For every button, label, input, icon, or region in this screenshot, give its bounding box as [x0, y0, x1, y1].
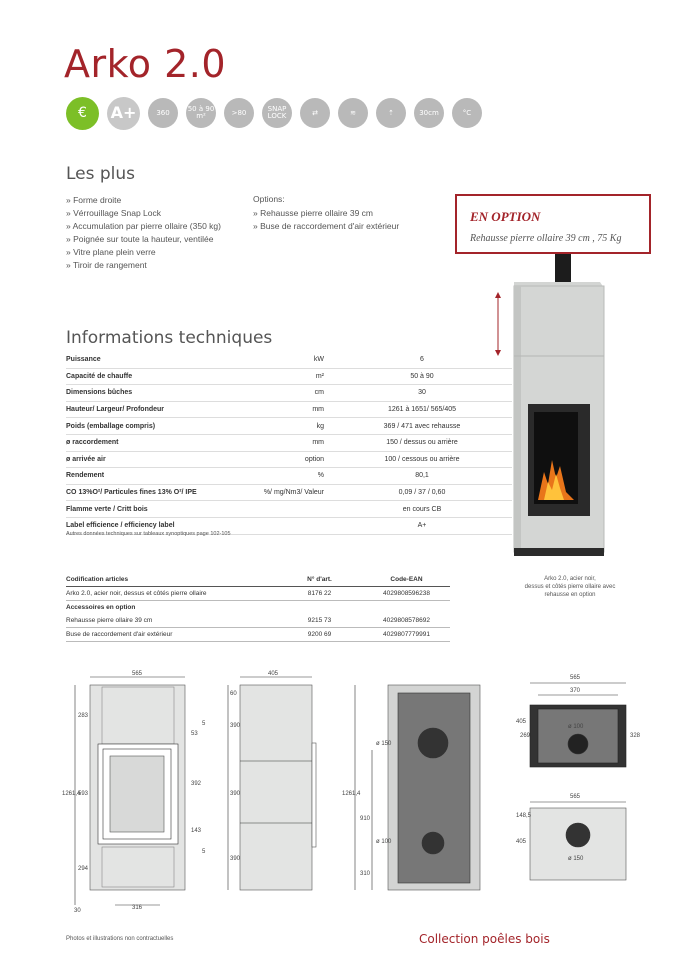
- dim-label: 593: [78, 791, 89, 797]
- codes-art: 9215 73: [276, 614, 363, 628]
- spec-unit: [244, 501, 332, 518]
- dim-label: 310: [360, 871, 371, 877]
- feature-item: » Accumulation par pierre ollaire (350 kg): [66, 220, 221, 233]
- wood-logs-icon: 30cm: [414, 98, 444, 128]
- spec-label: ø raccordement: [66, 434, 244, 451]
- dim-label: 53: [191, 731, 198, 737]
- dim-label: 565: [570, 794, 581, 800]
- spec-row: [66, 418, 512, 435]
- soapstone-icon: °C: [452, 98, 482, 128]
- codes-ean: 4029807779991: [363, 628, 450, 642]
- spec-unit: mm: [244, 401, 332, 418]
- eco-euro-icon: €: [66, 97, 99, 130]
- codes-header-cell: Codification articles: [66, 573, 276, 587]
- surface-area-icon: 50 à 90 m²: [186, 98, 216, 128]
- footer-collection: Collection poêles bois: [419, 932, 550, 946]
- options-list: [253, 207, 399, 233]
- codes-name: Arko 2.0, acier noir, dessus et côtés pierre ollaire: [66, 587, 276, 601]
- dim-label: 390: [230, 723, 241, 729]
- spec-row: [66, 451, 512, 468]
- spec-unit: m²: [244, 368, 332, 385]
- dim-label: 565: [570, 675, 581, 681]
- dim-label: 405: [516, 719, 527, 725]
- spec-unit: %/ mg/Nm3/ Valeur: [244, 484, 332, 501]
- spec-row: [66, 434, 512, 451]
- caption-line: rehausse en option: [544, 592, 596, 598]
- spec-label: Capacité de chauffe: [66, 368, 244, 385]
- spec-unit: mm: [244, 434, 332, 451]
- feature-item: » Tiroir de rangement: [66, 259, 221, 272]
- dim-label: 1261,4: [342, 791, 361, 797]
- spec-label: Flamme verte / Critt bois: [66, 501, 244, 518]
- feature-item: » Vérrouillage Snap Lock: [66, 207, 221, 220]
- dim-label: 392: [191, 781, 202, 787]
- codes-row: [66, 614, 450, 628]
- codes-name: Rehausse pierre ollaire 39 cm: [66, 614, 276, 628]
- codes-art: 8176 22: [276, 587, 363, 601]
- dim-label: 316: [132, 905, 143, 911]
- feature-item: » Vitre plane plein verre: [66, 246, 221, 259]
- spec-value: 100 / cessous ou arrière: [332, 451, 512, 468]
- spec-row: [66, 385, 512, 402]
- spec-value: A+: [332, 517, 512, 534]
- dim-label: 405: [268, 671, 279, 677]
- snap-lock-icon: SNAP LOCK: [262, 98, 292, 128]
- dim-label: ø 150: [376, 741, 392, 747]
- codes-row: [66, 587, 450, 601]
- product-caption: [510, 575, 630, 599]
- rotate-360-icon: 360: [148, 98, 178, 128]
- dim-label: 1261,4: [62, 791, 81, 797]
- option-item: » Rehausse pierre ollaire 39 cm: [253, 207, 399, 220]
- feature-item: » Poignée sur toute la hauteur, ventilée: [66, 233, 221, 246]
- codes-name: Accessoires en option: [66, 604, 136, 611]
- options-title: Options:: [253, 194, 285, 204]
- spec-value: 30: [332, 385, 512, 402]
- spec-unit: option: [244, 451, 332, 468]
- spec-value: 0,09 / 37 / 0,60: [332, 484, 512, 501]
- option-item: » Buse de raccordement d'air extérieur: [253, 220, 399, 233]
- spec-label: CO 13%O²/ Particules fines 13% O²/ IPE: [66, 484, 244, 501]
- codes-ean: 4029808596238: [363, 587, 450, 601]
- dim-label: 390: [230, 856, 241, 862]
- spec-label: ø arrivée air: [66, 451, 244, 468]
- codes-header-row: [66, 573, 450, 587]
- en-option-title: EN OPTION: [470, 209, 541, 224]
- spec-row: [66, 352, 512, 368]
- feature-icons-bar: [66, 96, 482, 130]
- codes-header-cell: N° d'art.: [276, 573, 363, 587]
- technical-drawings: [60, 665, 650, 920]
- spec-label: Dimensions bûches: [66, 385, 244, 402]
- spec-value: 369 / 471 avec rehausse: [332, 418, 512, 435]
- energy-label-icon: A+: [107, 97, 140, 130]
- dim-label: ø 150: [568, 856, 584, 862]
- spec-label: Label efficience / efficiency label: [66, 517, 244, 534]
- dim-label: 294: [78, 866, 89, 872]
- air-inlet-icon: ⇄: [300, 98, 330, 128]
- les-plus-heading: Les plus: [66, 164, 136, 184]
- codes-ean: 4029808578692: [363, 614, 450, 628]
- spec-value: 6: [332, 352, 512, 368]
- caption-line: dessus et côtés pierre ollaire avec: [524, 584, 616, 590]
- dim-label: 370: [570, 688, 581, 694]
- spec-value: en cours CB: [332, 501, 512, 518]
- spec-row: [66, 501, 512, 518]
- dim-label: 390: [230, 791, 241, 797]
- spec-row: [66, 401, 512, 418]
- dim-label: 283: [78, 713, 89, 719]
- spec-value: 1261 à 1651/ 565/405: [332, 401, 512, 418]
- codes-row: [66, 628, 450, 642]
- tech-heading: Informations techniques: [66, 328, 273, 348]
- dim-label: ø 100: [376, 839, 392, 845]
- spec-value: 80,1: [332, 468, 512, 485]
- spec-unit: %: [244, 468, 332, 485]
- spec-value: 150 / dessus ou arrière: [332, 434, 512, 451]
- stove-product-image: [490, 252, 640, 562]
- codes-row: [66, 601, 450, 615]
- spec-value: 50 à 90: [332, 368, 512, 385]
- spec-row: [66, 484, 512, 501]
- spec-unit: [244, 517, 332, 534]
- tech-note: Autres données techniques sur tableaux synoptiques page 102-105: [66, 531, 231, 537]
- dim-label: 269: [520, 733, 531, 739]
- codes-art: 9200 69: [276, 628, 363, 642]
- tech-specs-table: [66, 352, 512, 535]
- spec-label: Rendement: [66, 468, 244, 485]
- spec-row: [66, 468, 512, 485]
- dim-label: 5: [202, 849, 206, 855]
- feature-item: » Forme droite: [66, 194, 221, 207]
- en-option-box: [455, 194, 651, 254]
- convection-icon: ⇡: [376, 98, 406, 128]
- spec-label: Puissance: [66, 352, 244, 368]
- dim-label: 60: [230, 691, 237, 697]
- efficiency-icon: >80: [224, 98, 254, 128]
- spec-label: Hauteur/ Largeur/ Profondeur: [66, 401, 244, 418]
- article-codes-table: [66, 573, 450, 642]
- codes-header-cell: Code-EAN: [363, 573, 450, 587]
- codes-art: [276, 601, 363, 615]
- dim-label: 328: [630, 733, 641, 739]
- spec-unit: kg: [244, 418, 332, 435]
- dim-label: 565: [132, 671, 143, 677]
- spec-unit: cm: [244, 385, 332, 402]
- heat-storage-icon: ≋: [338, 98, 368, 128]
- spec-label: Poids (emballage compris): [66, 418, 244, 435]
- dim-label: 405: [516, 839, 527, 845]
- dim-label: 30: [74, 908, 81, 914]
- caption-line: Arko 2.0, acier noir,: [544, 576, 596, 582]
- dim-label: 143: [191, 828, 202, 834]
- product-title: Arko 2.0: [64, 42, 227, 86]
- dim-label: 148,5: [516, 813, 532, 819]
- dim-label: 910: [360, 816, 371, 822]
- codes-ean: [363, 601, 450, 615]
- spec-unit: kW: [244, 352, 332, 368]
- dim-label: 5: [202, 721, 206, 727]
- features-list: [66, 194, 221, 272]
- en-option-subtitle: Rehausse pierre ollaire 39 cm , 75 Kg: [470, 233, 622, 244]
- codes-name: Buse de raccordement d'air extérieur: [66, 628, 276, 642]
- footer-disclaimer: Photos et illustrations non contractuelles: [66, 936, 174, 942]
- spec-row: [66, 368, 512, 385]
- dim-label: ø 100: [568, 724, 584, 730]
